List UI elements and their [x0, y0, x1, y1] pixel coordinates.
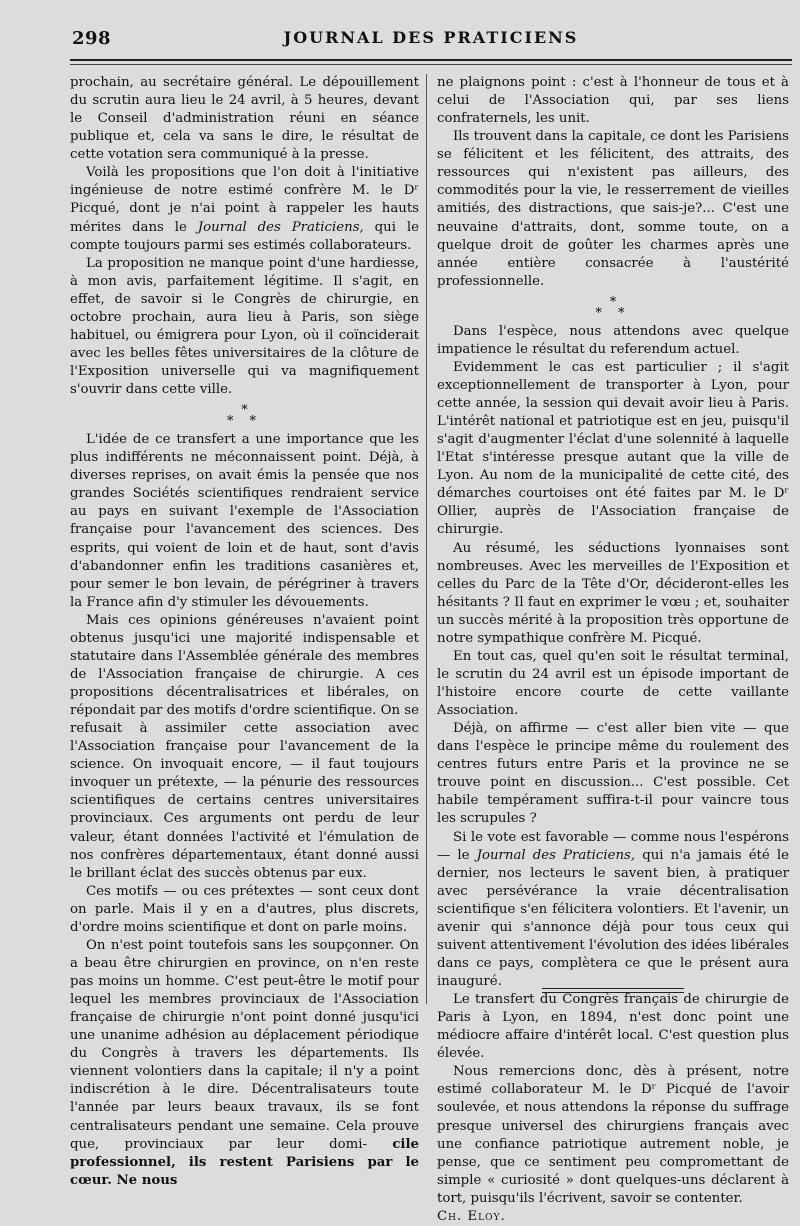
- asterism-top: *: [609, 294, 617, 310]
- right-column: [437, 74, 789, 1226]
- paragraph-text: qui n'a jamais été le dernier, nos lecteurs le savent bien, à pratiquer avec persévérance la vraie décentralisation scientifique s'en félicitera volontiers. Et l'avenir, un avenir qui s'annonce déjà pour tous ceux qui suivent attentivement l'évolution des idées libérales dans ce pays, complètera ce que le présent aura inauguré.: [437, 847, 790, 989]
- paragraph: Déjà, on affirme — c'est aller bien vite — que dans l'espèce le principe même du roulement des centres futurs entre Paris et la province ne se trouve point en discussion... C'est possible. Cet habile tempérament suffira-t-il pour vaincre tous les scrupules ?: [437, 721, 789, 827]
- section-separator: [437, 294, 789, 321]
- paragraph: Au résumé, les séductions lyonnaises sont nombreuses. Avec les merveilles de l'Exposition et celles du Parc de la Tête d'Or, décideront-elles les hésitants ? Il faut en exprimer le vœu ; et, souhaiter un succès mérité à la proposition très opportune de notre sympathique confrère M. Picqué.: [437, 540, 789, 646]
- page-header: [70, 26, 792, 50]
- paragraph: Nous remercions donc, dès à présent, notre estimé collaborateur M. le Dʳ Picqué de l'avoir soulevée, et nous attendons la réponse du suffrage presque universel des chirurgiens français avec une confiance patriotique autrement noble, je pense, que ce sentiment peu compromettant de simple « curiosité » dont quelques-uns déclarent à tort, puisqu'ils l'écrivent, savoir se contenter.: [437, 1064, 789, 1206]
- paragraph: Mais ces opinions généreuses n'avaient point obtenus jusqu'ici une majorité indispensable et statutaire dans l'Assemblée générale des membres de l'Association française de chirurgie. A ces propositions décentralisatrices et libérales, on répondait par des motifs d'ordre scientifique. On se refusait à assimiler cette association avec l'Association française pour l'avancement de la science. On invoquait encore, — il faut toujours invoquer un prétexte, — la pénurie des ressources scientifiques de certains centres universitaires provinciaux. Ces arguments ont perdu de leur valeur, étant données l'activité et l'émulation de nos confrères départementaux, étant donné aussi le brillant éclat des succès obtenus par eux.: [70, 612, 419, 881]
- paragraph: La proposition ne manque point d'une hardiesse, à mon avis, parfaitement légitime. Il s'agit, en effet, de savoir si le Congrès de chirurgie, en octobre prochain, aura lieu à Paris, son siège habituel, ou émigrera pour Lyon, où il coïnciderait avec les belles fêtes universitaires de la clôture de l'Exposition universelle qui va magnifiquement s'ouvrir dans cette ville.: [70, 255, 419, 398]
- journal-title: Journal des Praticiens,: [476, 847, 636, 863]
- asterism-bottom: * *: [226, 414, 263, 430]
- paragraph-text: On n'est point toutefois sans les soupçonner. On a beau être chirurgien en province, on n'en reste pas moins un homme. C'est peut-être le motif pour lequel les membres provinciaux de l'Association française de chirurgie n'ont point donné jusqu'ici une unanime adhésion au déplacement périodique du Congrès à travers les départements. Ils viennent volontiers dans la capitale; il n'y a point indiscrétion à le dire. Décentralisateurs toute l'année par leurs beaux travaux, ils se font centralisateurs pendant une semaine. Cela prouve que, provinciaux par leur domi-: [70, 937, 419, 1152]
- paragraph: prochain, au secrétaire général. Le dépouillement du scrutin aura lieu le 24 avril, à 5 heures, devant le Conseil d'administration réuni en séance publique et, cela va sans le dire, le résultat de cette votation sera communiqué à la presse.: [70, 75, 419, 163]
- paragraph: Ils trouvent dans la capitale, ce dont les Parisiens se félicitent et les félicitent, des attraits, des ressources qui n'existent pas ailleurs, des commodités pour la vie, le resserrement de vieilles amitiés, des distractions, que sais-je?... C'est une neuvaine d'attraits, dont, somme toute, on a quelque droit de goûter les charmes après une année entière consacrée à l'austérité professionnelle.: [437, 129, 789, 289]
- end-rule: [542, 988, 684, 989]
- paragraph: Dans l'espèce, nous attendons avec quelque impatience le résultat du referendum actuel.: [437, 323, 789, 357]
- paragraph-text: Voilà les propositions que l'on doit à l'initiative ingénieuse de notre estimé confrère M. le Dʳ Picqué, dont je n'ai point à rappeler les hauts mérites dans le: [70, 165, 419, 235]
- paragraph: [70, 937, 419, 1190]
- paragraph-bold-line: cile professionnel, ils restent Parisiens par le cœur. Ne nous: [70, 1136, 419, 1188]
- paragraph: L'idée de ce transfert a une importance que les plus indifférents ne méconnaissent point. Déjà, à diverses reprises, on avait émis la pensée que nos grandes Sociétés scientifiques rendraient service au pays en suivant l'exemple de l'Association française pour l'avancement des sciences. Des esprits, qui voient de loin et de haut, sont d'avis d'abandonner enfin les traditions casanières et, pour semer le bon levain, de pérégriner à travers la France afin d'y stimuler les dévouements.: [70, 432, 419, 610]
- author-signature: Ch. Eloy.: [437, 1208, 506, 1224]
- paragraph-text: Si le vote est favorable — comme nous l'espérons — le: [437, 829, 789, 863]
- paragraph: Le transfert du Congrès français de chirurgie de Paris à Lyon, en 1894, n'est donc point une médiocre affaire d'intérêt local. C'est question plus élevée.: [437, 992, 789, 1062]
- left-column: [70, 74, 419, 1190]
- paragraph: [437, 829, 789, 992]
- asterism-top: *: [241, 403, 248, 419]
- section-separator: [70, 403, 419, 430]
- header-rule: [70, 59, 792, 61]
- paragraph: [70, 164, 419, 254]
- column-divider: [426, 74, 427, 1004]
- journal-title: Journal des Praticiens,: [197, 219, 364, 235]
- page-number: 298: [72, 28, 112, 49]
- asterism-bottom: * *: [595, 305, 631, 321]
- paragraph-text: qui le compte toujours parmi ses estimés collaborateurs.: [70, 219, 419, 253]
- paragraph: ne plaignons point : c'est à l'honneur de tous et à celui de l'Association qui, par ses liens confraternels, les unit.: [437, 75, 789, 127]
- paragraph: En tout cas, quel qu'en soit le résultat terminal, le scrutin du 24 avril est un épisode important de l'histoire encore courte de cette vaillante Association.: [437, 648, 789, 719]
- paragraph: Evidemment le cas est particulier ; il s'agit exceptionnellement de transporter à Lyon, pour cette année, la session qui devait avoir lieu à Paris. L'intérêt national et patriotique est en jeu, puisqu'il s'agit d'augmenter l'éclat d'une solennité à laquelle l'Etat s'intéresse presque autant que la ville de Lyon. Au nom de la municipalité de cette cité, des démarches courtoises ont été faites par M. le Dʳ Ollier, auprès de l'Association française de chirurgie.: [437, 359, 789, 538]
- running-title: JOURNAL DES PRATICIENS: [283, 28, 579, 47]
- paragraph: Ces motifs — ou ces prétextes — sont ceux dont on parle. Mais il y en a d'autres, plus discrets, d'ordre moins scientifique et dont on parle moins.: [70, 883, 419, 935]
- header-rule-thin: [70, 64, 792, 65]
- end-rule: [542, 992, 684, 993]
